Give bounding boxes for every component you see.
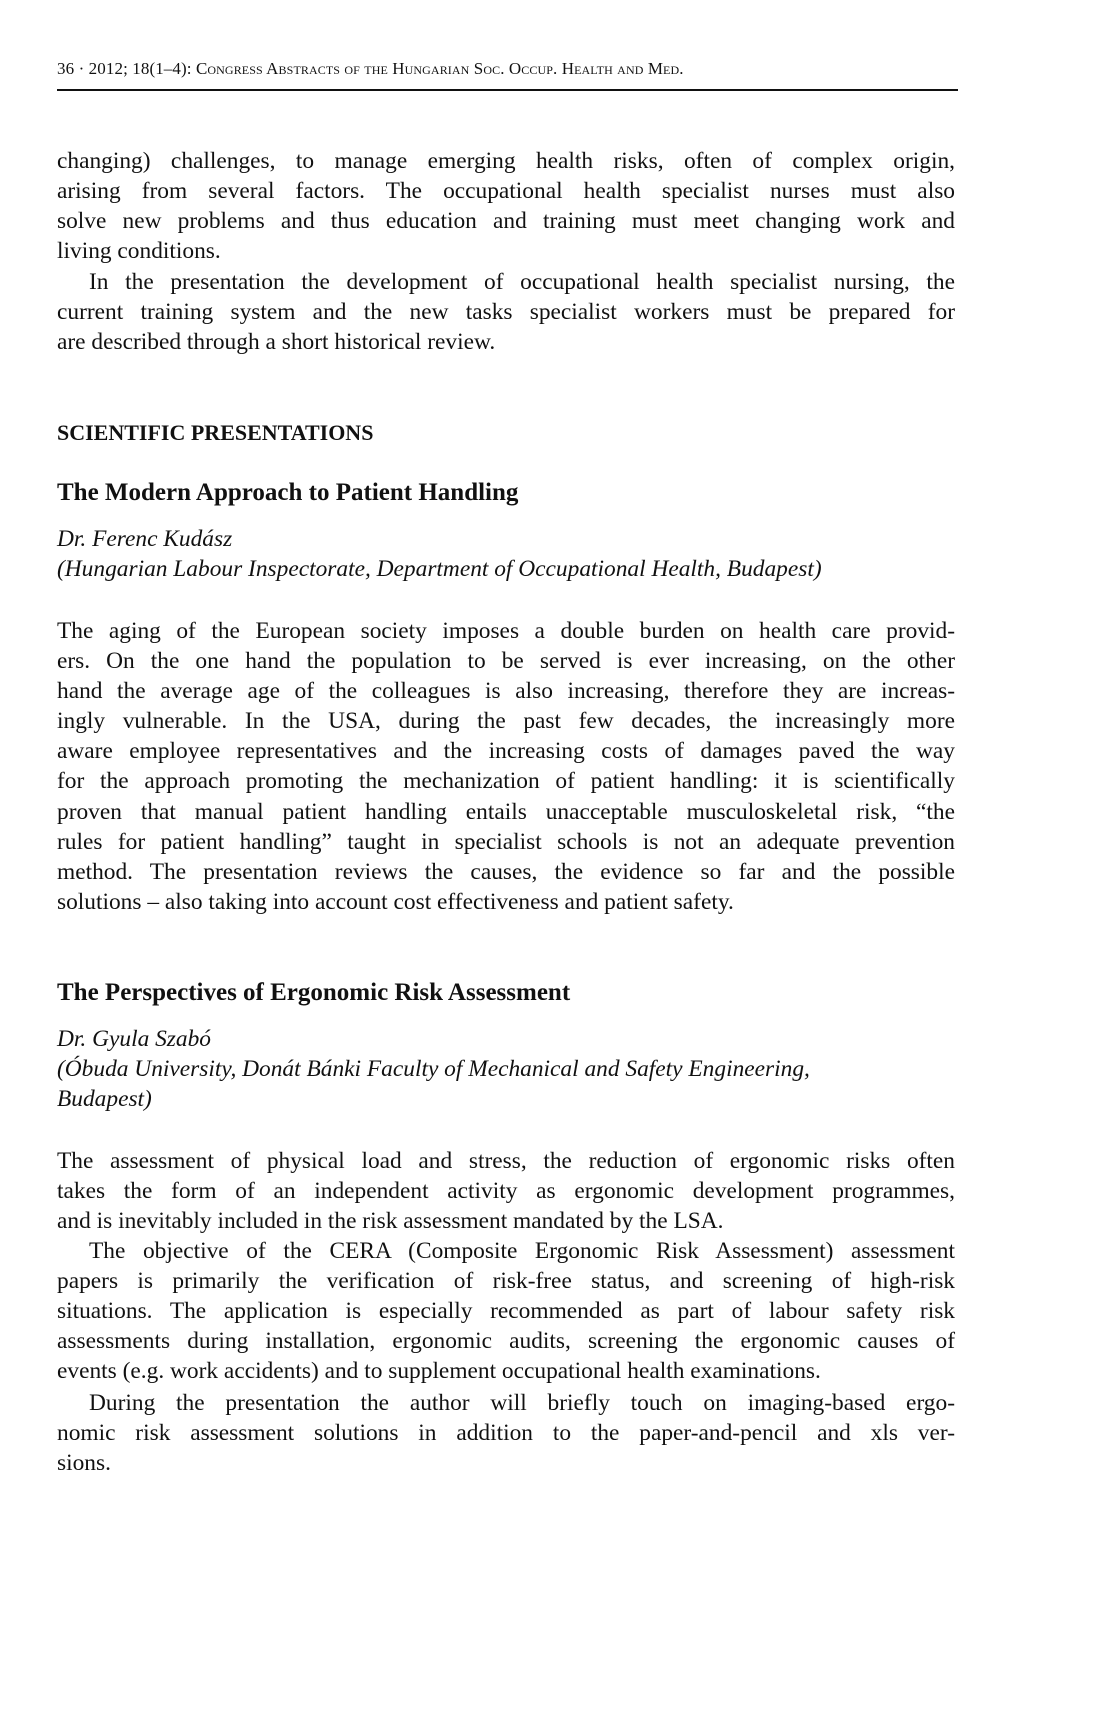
body-line: sions. xyxy=(57,1450,111,1476)
author: Dr. Ferenc Kudász xyxy=(57,526,233,552)
body-line: events (e.g. work accidents) and to supplement occupational health examinations. xyxy=(57,1358,821,1384)
body-line: for the approach promoting the mechanization of patient handling: it is scientifically xyxy=(57,768,955,794)
journal-title: Congress Abstracts of the Hungarian Soc. Occup. Health and Med. xyxy=(195,59,684,78)
body-line: The objective of the CERA (Composite Ergonomic Risk Assessment) assessment xyxy=(89,1238,955,1264)
body-line: current training system and the new tasks specialist workers must be prepared for xyxy=(57,299,955,325)
body-line: and is inevitably included in the risk assessment mandated by the LSA. xyxy=(57,1208,724,1234)
affiliation: (Óbuda University, Donát Bánki Faculty of Mechanical and Safety Engineering, xyxy=(57,1056,810,1082)
body-line: papers is primarily the verification of risk-free status, and screening of high-risk xyxy=(57,1268,955,1294)
abstract-title: The Modern Approach to Patient Handling xyxy=(57,479,519,506)
affiliation: (Hungarian Labour Inspectorate, Department of Occupational Health, Budapest) xyxy=(57,556,822,582)
author: Dr. Gyula Szabó xyxy=(57,1026,211,1052)
body-line: changing) challenges, to manage emerging health risks, often of complex origin, xyxy=(57,148,955,174)
body-line: ingly vulnerable. In the USA, during the past few decades, the increasingly more xyxy=(57,708,955,734)
citation: · 2012; 18(1–4): xyxy=(78,59,196,78)
body-line: aware employee representatives and the increasing costs of damages paved the way xyxy=(57,738,955,764)
body-line: The assessment of physical load and stress, the reduction of ergonomic risks often xyxy=(57,1148,955,1174)
body-line: situations. The application is especially recommended as part of labour safety risk xyxy=(57,1298,955,1324)
body-line: rules for patient handling” taught in specialist schools is not an adequate prevention xyxy=(57,829,955,855)
body-line: nomic risk assessment solutions in addition to the paper-and-pencil and xls ver- xyxy=(57,1420,955,1446)
body-line: In the presentation the development of occupational health specialist nursing, the xyxy=(89,269,955,295)
body-line: solutions – also taking into account cost effectiveness and patient safety. xyxy=(57,889,734,915)
body-line: method. The presentation reviews the causes, the evidence so far and the possible xyxy=(57,859,955,885)
affiliation: Budapest) xyxy=(57,1086,152,1112)
body-line: assessments during installation, ergonomic audits, screening the ergonomic causes of xyxy=(57,1328,955,1354)
body-line: proven that manual patient handling entails unacceptable musculoskeletal risk, “the xyxy=(57,799,955,825)
abstract-title: The Perspectives of Ergonomic Risk Assessment xyxy=(57,979,571,1006)
body-line: During the presentation the author will briefly touch on imaging-based ergo- xyxy=(89,1390,955,1416)
body-line: are described through a short historical review. xyxy=(57,329,496,355)
body-line: takes the form of an independent activity as ergonomic development programmes, xyxy=(57,1178,955,1204)
body-line: arising from several factors. The occupational health specialist nurses must also xyxy=(57,178,955,204)
page-number: 36 xyxy=(57,59,75,78)
body-line: hand the average age of the colleagues is also increasing, therefore they are increas- xyxy=(57,678,955,704)
header-rule xyxy=(57,89,958,91)
body-line: living conditions. xyxy=(57,238,221,264)
section-heading: SCIENTIFIC PRESENTATIONS xyxy=(57,420,374,445)
body-line: solve new problems and thus education and training must meet changing work and xyxy=(57,208,955,234)
body-line: The aging of the European society imposes a double burden on health care provid- xyxy=(57,618,955,644)
body-line: ers. On the one hand the population to be served is ever increasing, on the other xyxy=(57,648,955,674)
running-head xyxy=(57,59,955,79)
